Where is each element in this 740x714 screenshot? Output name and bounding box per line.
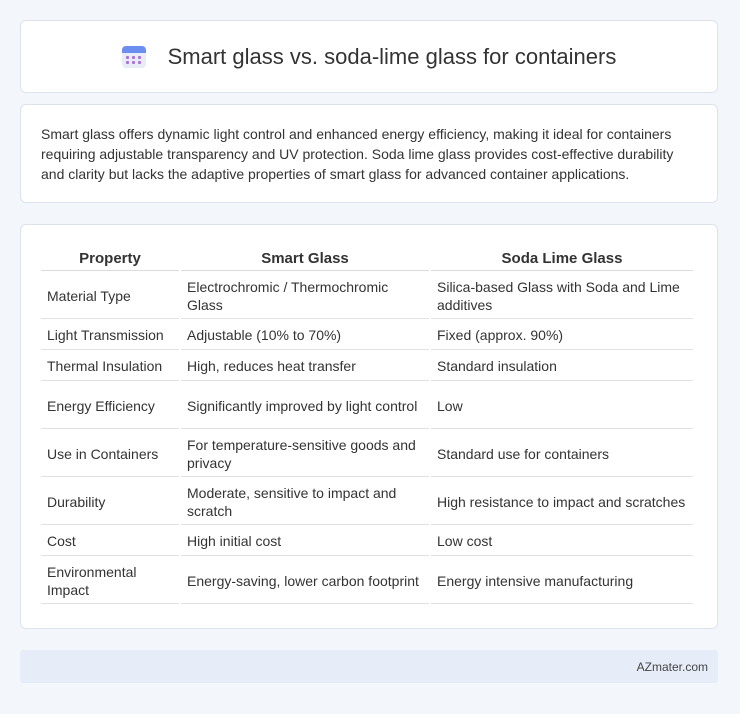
table-row bbox=[41, 383, 693, 429]
column-header-property: Property bbox=[41, 247, 179, 271]
table-cell: Use in Containers bbox=[41, 431, 179, 477]
table-cell: Energy-saving, lower carbon footprint bbox=[181, 558, 429, 604]
table-cell: Moderate, sensitive to impact and scratch bbox=[181, 479, 429, 525]
table-row bbox=[41, 527, 693, 556]
table-cell: For temperature-sensitive goods and privacy bbox=[181, 431, 429, 477]
footer-brand: AZmater.com bbox=[636, 659, 708, 674]
comparison-table-card bbox=[20, 224, 718, 629]
table-cell: Environmental Impact bbox=[41, 558, 179, 604]
column-header-soda-lime-glass: Soda Lime Glass bbox=[431, 247, 693, 271]
page-title: Smart glass vs. soda-lime glass for containers bbox=[167, 43, 617, 69]
table-row bbox=[41, 273, 693, 319]
table-cell: Significantly improved by light control bbox=[181, 383, 429, 429]
column-header-smart-glass: Smart Glass bbox=[181, 247, 429, 271]
footer bbox=[20, 650, 718, 683]
table-row bbox=[41, 431, 693, 477]
table-cell: Adjustable (10% to 70%) bbox=[181, 321, 429, 350]
table-cell: Thermal Insulation bbox=[41, 352, 179, 381]
table-cell: Low bbox=[431, 383, 693, 429]
table-cell: Durability bbox=[41, 479, 179, 525]
table-cell: Energy Efficiency bbox=[41, 383, 179, 429]
table-cell: Standard insulation bbox=[431, 352, 693, 381]
table-row bbox=[41, 558, 693, 604]
table-cell: High, reduces heat transfer bbox=[181, 352, 429, 381]
table-header-row bbox=[41, 247, 693, 271]
table-cell: Cost bbox=[41, 527, 179, 556]
table-cell: Electrochromic / Thermochromic Glass bbox=[181, 273, 429, 319]
table-row bbox=[41, 479, 693, 525]
table-cell: Low cost bbox=[431, 527, 693, 556]
table-cell: Material Type bbox=[41, 273, 179, 319]
table-cell: Light Transmission bbox=[41, 321, 179, 350]
calendar-icon bbox=[122, 46, 146, 68]
table-row bbox=[41, 321, 693, 350]
comparison-table bbox=[39, 245, 695, 606]
table-row bbox=[41, 352, 693, 381]
summary-card bbox=[20, 104, 718, 203]
title-card bbox=[20, 20, 718, 93]
table-cell: Fixed (approx. 90%) bbox=[431, 321, 693, 350]
summary-text: Smart glass offers dynamic light control and enhanced energy efficiency, making it ideal for containers requiring adjustable transparency and UV protection. Soda lime glass provides cost-effective durability and clarity but lacks the adaptive properties of smart glass for advanced container applications. bbox=[41, 126, 674, 182]
table-cell: Energy intensive manufacturing bbox=[431, 558, 693, 604]
table-cell: Standard use for containers bbox=[431, 431, 693, 477]
table-cell: High resistance to impact and scratches bbox=[431, 479, 693, 525]
table-cell: High initial cost bbox=[181, 527, 429, 556]
table-cell: Silica-based Glass with Soda and Lime additives bbox=[431, 273, 693, 319]
